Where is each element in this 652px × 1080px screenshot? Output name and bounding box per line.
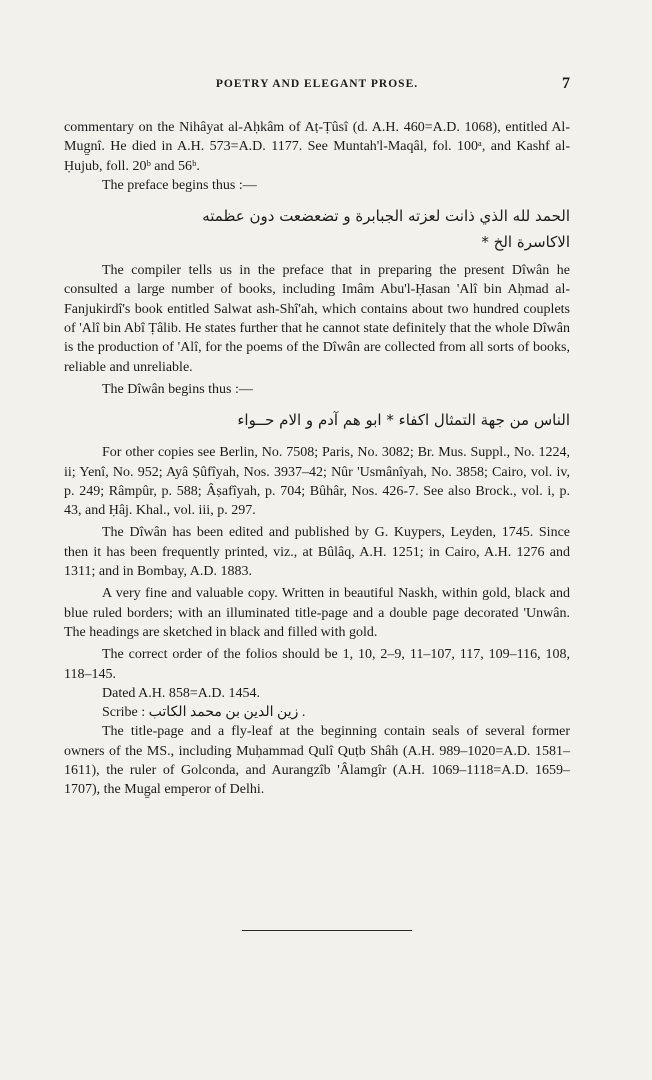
paragraph-scribe: Scribe : زين الدين بن محمد الكاتب . (102, 705, 306, 721)
paragraph-other-copies: For other copies see Berlin, No. 7508; Paris, No. 3082; Br. Mus. Suppl., No. 1224, ii; Yenî, No. 952; Ayâ Ṣûfîyah, Nos. 3937–42; Nûr 'Usmânîyah, No. 3858; Cairo, vol. iv, p. 249; Râmpûr, p. 588; Âṣafîyah, p. 704; Bûhâr, Nos. 426-7. See also Brock., vol. i, p. 43, and Ḥâj. Khal., vol. iii, p. 297. (64, 445, 570, 519)
paragraph-commentary: commentary on the Nihâyat al-Aḥkâm of Aṭ-Ṭûsî (d. A.H. 460=A.D. 1068), entitled Al-Mug̱nî. He died in A.H. 573=A.D. 1177. See Muntah'l-Maqâl, fol. 100ᵃ, and Kashf al-Ḥujub, foll. 20ᵇ and 56ᵇ. (64, 120, 570, 174)
running-head: POETRY AND ELEGANT PROSE. (215, 78, 419, 90)
paragraph-description: A very fine and valuable copy. Written in beautiful Naskh, within gold, black and blue ruled borders; with an illuminated title-page and a double page decorated 'Unwân. The headings are sketched in black and filled with gold. (64, 586, 570, 640)
preface-intro: The preface begins thus :— (102, 177, 257, 193)
paragraph-seals: The title-page and a fly-leaf at the beginning contain seals of several former owners of the MS., including Muḥammad Qulî Quṭb Shâh (A.H. 989–1020=A.D. 1581–1611), the ruler of Golconda, and Aurangzîb 'Âlamgîr (A.H. 1069–1118=A.D. 1659–1707), the Mug̱al emperor of Delhi. (64, 724, 570, 798)
paragraph-folio-order: The correct order of the folios should be 1, 10, 2–9, 11–107, 117, 109–116, 108, 118–145. (64, 647, 570, 682)
arabic-preface-line-2: الاكاسرة الخ * (481, 233, 570, 252)
arabic-diwan-verse: الناس من جهة التمثال اكفاء * ابو هم آدم و الام حــواء (237, 411, 570, 430)
arabic-preface-line-1: الحمد لله الذي ذانت لعزته الجبابرة و تضعضعت دون عظمته (202, 207, 570, 226)
page-number: 7 (562, 75, 570, 92)
page-header (64, 75, 570, 100)
page-body (64, 118, 570, 800)
diwan-intro: The Dîwân begins thus :— (102, 381, 253, 397)
paragraph-editions: The Dîwân has been edited and published by G. Kuypers, Leyden, 1745. Since then it has been frequently printed, viz., at Bûlâq, A.H. 1251; in Cairo, A.H. 1276 and 1311; and in Bombay, A.D. 1883. (64, 525, 570, 580)
paragraph-compiler: The compiler tells us in the preface that in preparing the present Dîwân he consulted a large number of books, including Imâm Abu'l-Ḥasan 'Alî bin Aḥmad al-Fanjukirdî's book entitled Salwat ash-Shî'ah, which contains about two hundred couplets of 'Alî bin Abî Ṭâlib. He states further that he cannot state definitely that the whole Dîwân is the production of 'Alî, for the poems of the Dîwân are collected from all sorts of books, reliable and unreliable. (64, 263, 570, 375)
paragraph-dated: Dated A.H. 858=A.D. 1454. (102, 685, 260, 701)
end-rule (242, 930, 412, 931)
